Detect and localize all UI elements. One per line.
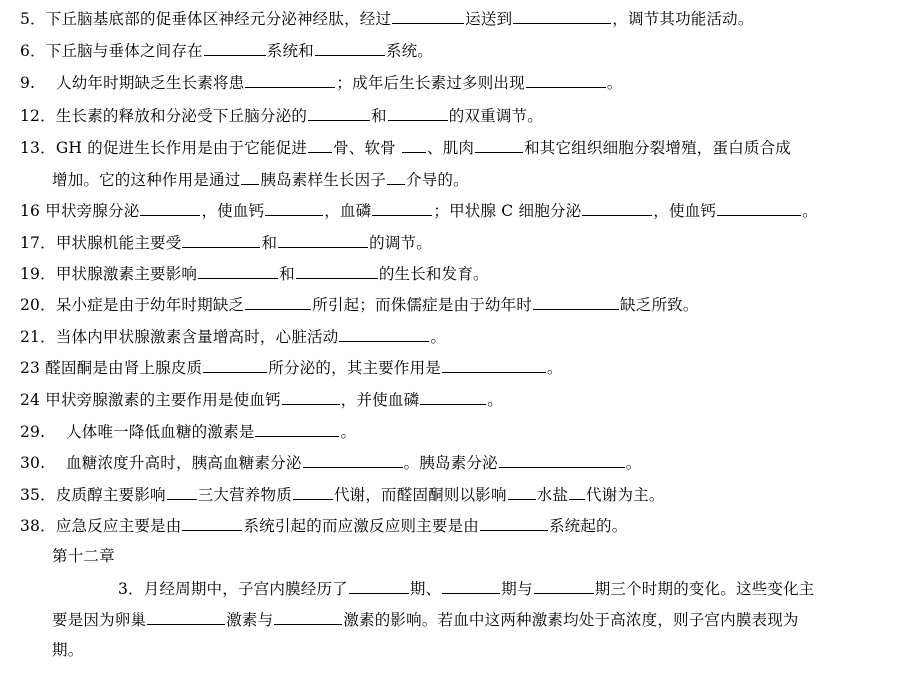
fill-in-blank [203, 357, 267, 373]
text-line [52, 640, 83, 660]
fill-in-blank [388, 105, 448, 121]
text-segment: 13．GH 的促进生长作用是由于它能促进 [20, 139, 308, 157]
text-line [20, 263, 489, 284]
fill-in-blank [499, 452, 625, 468]
text-segment: 代谢为主。 [586, 486, 665, 504]
text-segment: 所分泌的，其主要作用是 [268, 359, 441, 377]
text-segment: 6．下丘脑与垂体之间存在 [20, 42, 203, 60]
fill-in-blank [420, 389, 486, 405]
fill-in-blank [255, 421, 339, 437]
text-segment: 水盐 [536, 486, 569, 504]
fill-in-blank [442, 578, 500, 594]
text-segment: 3．月经周期中，子宫内膜经历了 [118, 580, 348, 598]
text-line [20, 452, 642, 473]
text-segment: 21．当体内甲状腺激素含量增高时，心脏活动 [20, 328, 339, 346]
text-line [20, 421, 356, 442]
text-segment: 的调节。 [369, 234, 432, 252]
text-line [20, 389, 503, 410]
text-segment: 系统和 [266, 42, 314, 60]
fill-in-blank [296, 263, 378, 279]
text-line [20, 294, 699, 315]
text-segment: 系统。 [385, 42, 433, 60]
text-segment: 胰岛素样生长因子 [260, 171, 387, 189]
fill-in-blank [513, 8, 611, 24]
text-line [20, 8, 754, 29]
text-segment: 代谢，而醛固酮则以影响 [333, 486, 507, 504]
fill-in-blank [372, 200, 432, 216]
fill-in-blank [293, 484, 333, 500]
text-line [52, 169, 469, 190]
text-line [20, 72, 623, 93]
fill-in-blank [308, 105, 370, 121]
text-segment: 期、 [409, 580, 442, 598]
fill-in-blank [526, 72, 606, 88]
fill-in-blank [140, 200, 200, 216]
text-segment: 增加。它的这种作用是通过 [52, 171, 241, 189]
text-segment: ，调节其功能活动。 [612, 10, 754, 28]
text-line [20, 515, 627, 536]
text-segment: 运送到 [465, 10, 513, 28]
fill-in-blank [533, 294, 619, 310]
text-segment: 和 [371, 107, 387, 125]
text-segment: 期三个时期的变化。这些变化主 [594, 580, 815, 598]
text-segment: 。胰岛素分泌 [403, 454, 498, 472]
fill-in-blank [241, 169, 259, 185]
fill-in-blank [534, 578, 594, 594]
text-segment: 。 [606, 74, 623, 92]
fill-in-blank [475, 137, 523, 153]
text-line [20, 40, 433, 61]
text-segment: 。 [340, 423, 357, 441]
fill-in-blank [147, 609, 225, 625]
text-segment: 29. 人体唯一降低血糖的激素是 [20, 423, 255, 441]
fill-in-blank [339, 326, 429, 342]
text-segment: 35．皮质醇主要影响 [20, 486, 166, 504]
text-segment: 第十二章 [52, 547, 115, 565]
text-segment: 系统起的。 [548, 517, 628, 535]
text-segment: 。 [430, 328, 447, 346]
text-segment: ，血磷 [324, 202, 372, 220]
fill-in-blank [204, 40, 266, 56]
fill-in-blank [442, 357, 546, 373]
text-segment: 19．甲状腺激素主要影响 [20, 265, 198, 283]
text-segment: 激素的影响。若血中这两种激素均处于高浓度，则子宫内膜表现为 [343, 611, 799, 629]
fill-in-blank [569, 484, 585, 500]
text-segment: ；甲状腺 C 细胞分泌 [433, 202, 582, 220]
text-segment: 。 [487, 391, 503, 409]
fill-in-blank [282, 389, 340, 405]
text-segment: 23 醛固酮是由肾上腺皮质 [20, 359, 203, 377]
text-segment: 24 甲状旁腺激素的主要作用是使血钙 [20, 391, 281, 409]
text-segment: 要是因为卵巢 [52, 611, 147, 629]
fill-in-blank [717, 200, 801, 216]
fill-in-blank [387, 169, 405, 185]
fill-in-blank [308, 137, 332, 153]
fill-in-blank [480, 515, 548, 531]
text-segment: 20．呆小症是由于幼年时期缺乏 [20, 296, 245, 314]
text-segment: ，使血钙 [201, 202, 265, 220]
text-segment: 系统引起的而应激反应则主要是由 [243, 517, 479, 535]
fill-in-blank [274, 609, 342, 625]
text-segment: 缺乏所致。 [620, 296, 699, 314]
fill-in-blank [278, 232, 368, 248]
text-segment: 骨、软骨 [333, 139, 401, 157]
text-segment: 和 [279, 265, 295, 283]
text-line [20, 357, 563, 378]
text-segment: 期。 [52, 641, 84, 659]
text-line [52, 609, 799, 630]
text-line [20, 200, 818, 221]
text-segment: ；成年后生长素过多则出现 [336, 74, 525, 92]
text-line [20, 105, 543, 126]
fill-in-blank [245, 72, 335, 88]
fill-in-blank [315, 40, 385, 56]
text-segment: 。 [802, 202, 818, 220]
text-segment: 的生长和发育。 [378, 265, 489, 283]
text-segment: 12．生长素的释放和分泌受下丘脑分泌的 [20, 107, 308, 125]
text-line [20, 137, 791, 158]
text-segment: ，并使血磷 [340, 391, 420, 409]
text-segment: 和 [261, 234, 278, 252]
fill-in-blank [392, 8, 464, 24]
text-line [118, 578, 815, 599]
text-segment: 16 甲状旁腺分泌 [20, 202, 140, 220]
fill-in-blank [508, 484, 536, 500]
text-segment: 所引起；而侏儒症是由于幼年时 [312, 296, 533, 314]
text-line [20, 484, 665, 505]
text-segment: 30. 血糖浓度升高时，胰高血糖素分泌 [20, 454, 302, 472]
text-segment: 9. 人幼年时期缺乏生长素将患 [20, 74, 245, 92]
text-segment: 5．下丘脑基底部的促垂体区神经元分泌神经肽，经过 [20, 10, 392, 28]
fill-in-blank [349, 578, 409, 594]
text-segment: 的双重调节。 [448, 107, 543, 125]
text-line [20, 326, 446, 347]
text-segment: 38．应急反应主要是由 [20, 517, 182, 535]
text-segment: 激素与 [226, 611, 274, 629]
text-segment: 期与 [501, 580, 533, 598]
fill-in-blank [182, 232, 260, 248]
text-line [52, 546, 115, 566]
fill-in-blank [198, 263, 278, 279]
text-segment: 三大营养物质 [197, 486, 292, 504]
text-segment: 。 [625, 454, 642, 472]
text-segment: 17．甲状腺机能主要受 [20, 234, 182, 252]
text-segment: 介导的。 [406, 171, 469, 189]
text-segment: 、肌肉 [427, 139, 475, 157]
fill-in-blank [582, 200, 652, 216]
text-line [20, 232, 432, 253]
fill-in-blank [245, 294, 311, 310]
text-segment: 和其它组织细胞分裂增殖，蛋白质合成 [524, 139, 792, 157]
fill-in-blank [265, 200, 323, 216]
fill-in-blank [402, 137, 426, 153]
text-segment: ，使血钙 [653, 202, 717, 220]
text-segment: 。 [546, 359, 563, 377]
fill-in-blank [303, 452, 403, 468]
fill-in-blank [167, 484, 197, 500]
fill-in-blank [182, 515, 242, 531]
